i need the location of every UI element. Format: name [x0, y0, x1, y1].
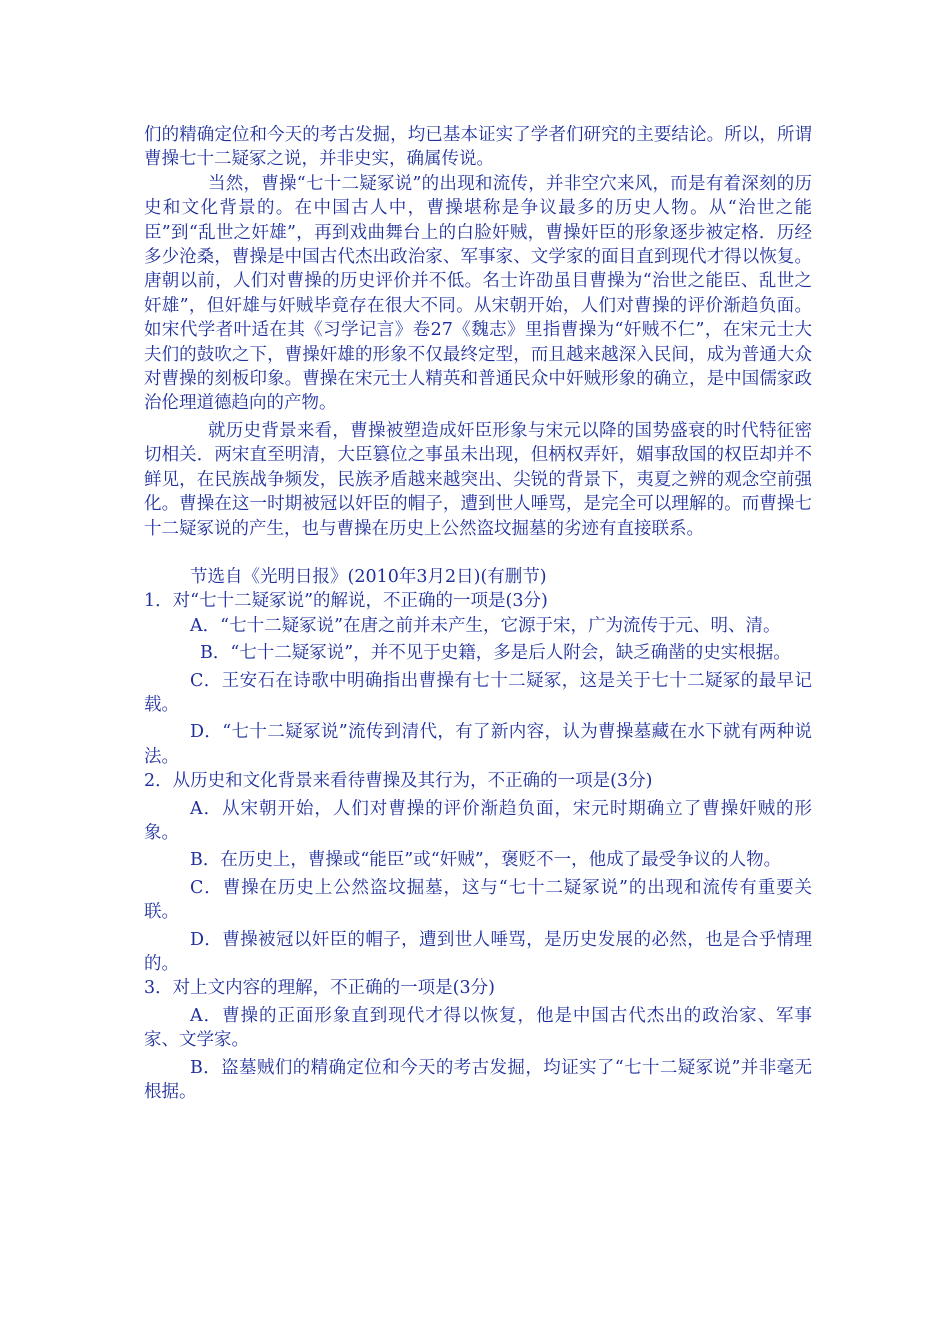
question-3-option-a: A．曹操的正面形象直到现代才得以恢复，他是中国古代杰出的政治家、军事家、文学家。	[144, 1005, 812, 1051]
question-1-option-a: A．“七十二疑冢说”在唐之前并未产生，它源于宋，广为流传于元、明、清。	[190, 615, 781, 636]
article-body	[144, 123, 812, 1104]
question-2-option-a: A．从宋朝开始，人们对曹操的评价渐趋负面，宋元时期确立了曹操奸贼的形象。	[144, 798, 812, 843]
question-1-option-c: C．王安石在诗歌中明确指出曹操有七十二疑冢，这是关于七十二疑冢的最早记载。	[144, 670, 812, 715]
source-citation: 节选自《光明日报》(2010年3月2日)(有删节)	[190, 566, 547, 587]
paragraph-cultural-background: 当然，曹操“七十二疑冢说”的出现和流传，并非空穴来风，而是有着深刻的历史和文化背景的。在中国古人中，曹操堪称是争议最多的历史人物。从“治世之能臣”到“乱世之奸雄”，再到戏曲舞台上的白脸奸贼，曹操奸臣的形象逐步被定格．历经多少沧桑，曹操是中国古代杰出政治家、军事家、文学家的面目直到现代才得以恢复。唐朝以前，人们对曹操的历史评价并不低。名士许劭虽目曹操为“治世之能臣、乱世之奸雄”，但奸雄与奸贼毕竟存在很大不同。从宋朝开始，人们对曹操的评价渐趋负面。如宋代学者叶适在其《习学记言》卷27《魏志》里指曹操为“奸贼不仁”，在宋元士大夫们的鼓吹之下，曹操奸雄的形象不仅最终定型，而且越来越深入民间，成为普通大众对曹操的刻板印象。曹操在宋元士人精英和普通民众中奸贼形象的确立，是中国儒家政治伦理道德趋向的产物。	[144, 173, 812, 414]
question-1-option-d: D．“七十二疑冢说”流传到清代，有了新内容，认为曹操墓藏在水下就有两种说法。	[144, 722, 812, 767]
question-2-option-d: D．曹操被冠以奸臣的帽子，遭到世人唾骂，是历史发展的必然，也是合乎情理的。	[144, 929, 812, 974]
question-2-stem: 2．从历史和文化背景来看待曹操及其行为，不正确的一项是(3分)	[144, 771, 653, 792]
paragraph-historical-background: 就历史背景来看，曹操被塑造成奸臣形象与宋元以降的国势盛衰的时代特征密切相关．两宋直至明清，大臣篡位之事虽未出现，但柄权弄奸，媚事敌国的权臣却并不鲜见，在民族战争频发，民族矛盾越来越突出、尖锐的背景下，夷夏之辨的观念空前强化。曹操在这一时期被冠以奸臣的帽子，遭到世人唾骂，是完全可以理解的。而曹操七十二疑冢说的产生，也与曹操在历史上公然盗坟掘墓的劣迹有直接联系。	[144, 420, 812, 539]
question-3-option-b: B．盗墓贼们的精确定位和今天的考古发掘，均证实了“七十二疑冢说”并非毫无根据。	[144, 1057, 812, 1103]
question-2-option-c: C．曹操在历史上公然盗坟掘墓，这与“七十二疑冢说”的出现和流传有重要关联。	[144, 877, 812, 923]
question-3-stem: 3．对上文内容的理解，不正确的一项是(3分)	[144, 978, 495, 999]
question-2-option-b: B．在历史上，曹操或“能臣”或“奸贼”，褒贬不一，他成了最受争议的人物。	[190, 850, 782, 871]
paragraph-continued: 们的精确定位和今天的考古发掘，均已基本证实了学者们研究的主要结论。所以，所谓曹操七十二疑冢之说，并非史实，确属传说。	[144, 125, 812, 170]
question-1-stem: 1．对“七十二疑冢说”的解说，不正确的一项是(3分)	[144, 591, 548, 612]
question-1-option-b: B．“七十二疑冢说”，并不见于史籍，多是后人附会，缺乏确凿的史实根据。	[200, 643, 791, 664]
